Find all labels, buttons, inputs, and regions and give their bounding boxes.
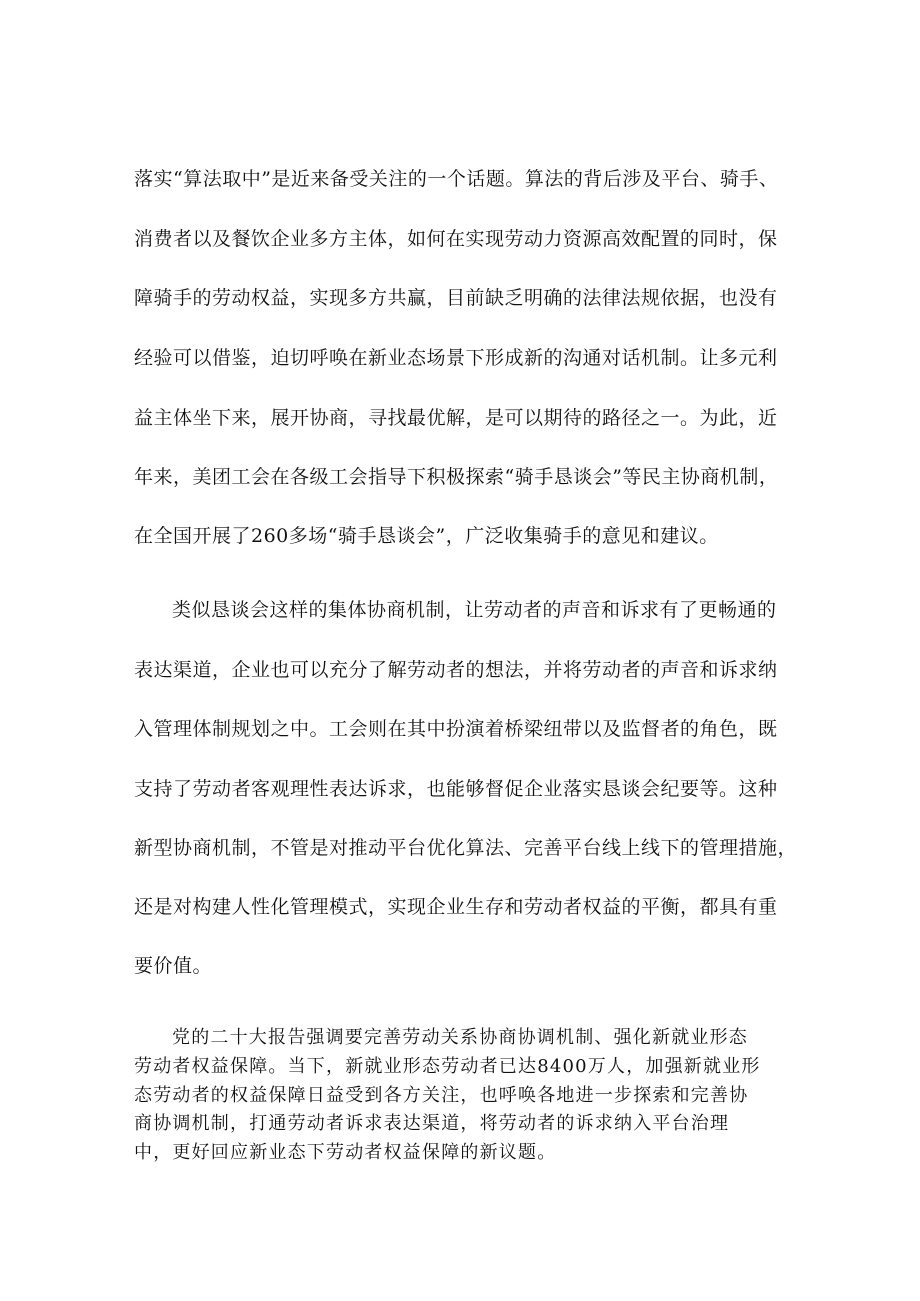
paragraph-1-line-2: 消费者以及餐饮企业多方主体，如何在实现劳动力资源高效配置的同时，保 [134,228,778,250]
paragraph-2-line-4: 支持了劳动者客观理性表达诉求，也能够督促企业落实恳谈会纪要等。这种 [134,778,778,800]
paragraph-3-line-2: 劳动者权益保障。当下，新就业形态劳动者已达8400万人，加强新就业形 [134,1056,761,1077]
paragraph-2-line-1: 类似恳谈会这样的集体协商机制，让劳动者的声音和诉求有了更畅通的 [172,599,777,621]
paragraph-1-line-5: 益主体坐下来，展开协商，寻找最优解，是可以期待的路径之一。为此，近 [134,407,778,429]
paragraph-3-line-5: 中，更好回应新业态下劳动者权益保障的新议题。 [134,1142,557,1163]
paragraph-2-line-5: 新型协商机制，不管是对推动平台优化算法、完善平台线上线下的管理措施， [134,837,798,859]
paragraph-2-line-6: 还是对构建人性化管理模式，实现企业生存和劳动者权益的平衡，都具有重 [134,896,778,918]
paragraph-2-line-7: 要价值。 [134,955,213,977]
paragraph-2-line-3: 入管理体制规划之中。工会则在其中扮演着桥梁纽带以及监督者的角色，既 [134,718,778,740]
paragraph-3-line-1: 党的二十大报告强调要完善劳动关系协商协调机制、强化新就业形态 [172,1027,748,1048]
paragraph-1-line-1: 落实“算法取中”是近来备受关注的一个话题。算法的背后涉及平台、骑手、 [134,168,779,190]
paragraph-1-line-4: 经验可以借鉴，迫切呼唤在新业态场景下形成新的沟通对话机制。让多元利 [134,347,778,369]
paragraph-1-line-7: 在全国开展了260多场“骑手恳谈会”，广泛收集骑手的意见和建议。 [134,525,719,547]
paragraph-3-line-3: 态劳动者的权益保障日益受到各方关注，也呼唤各地进一步探索和完善协 [134,1085,749,1106]
paragraph-1-line-6: 年来，美团工会在各级工会指导下积极探索“骑手恳谈会”等民主协商机制， [134,466,779,488]
paragraph-1-line-3: 障骑手的劳动权益，实现多方共赢，目前缺乏明确的法律法规依据，也没有 [134,287,778,309]
paragraph-2-line-2: 表达渠道，企业也可以充分了解劳动者的想法，并将劳动者的声音和诉求纳 [134,659,778,681]
paragraph-3-line-4: 商协调机制，打通劳动者诉求表达渠道，将劳动者的诉求纳入平台治理 [134,1113,730,1134]
